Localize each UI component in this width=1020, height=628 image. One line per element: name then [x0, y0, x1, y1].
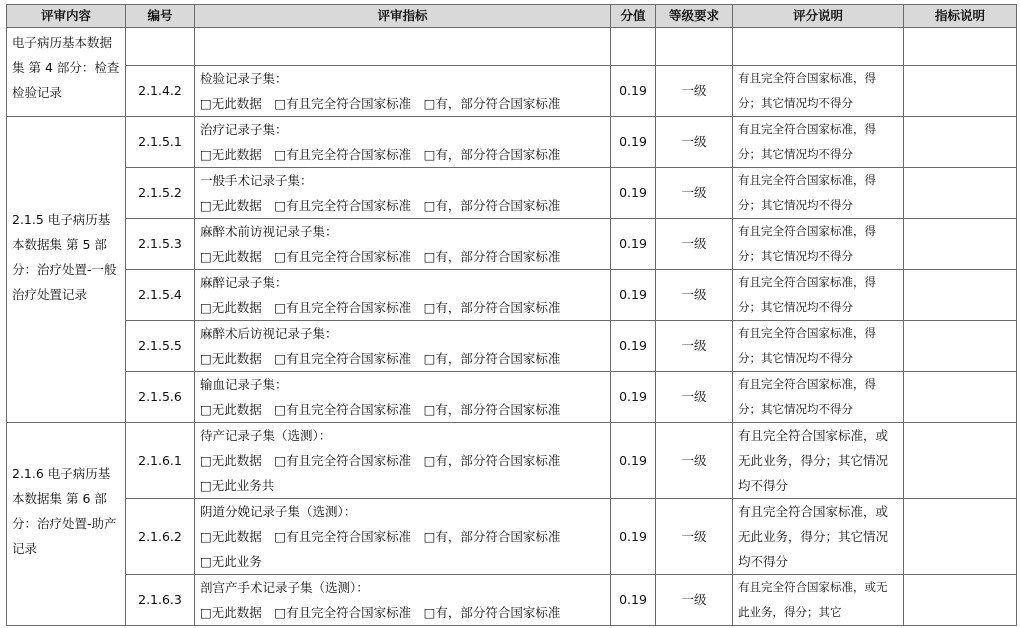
indicator-cell: [195, 372, 611, 423]
indicator-cell: [195, 219, 611, 270]
category-text: 2.1.5 电子病历基本数据集 第 5 部分：治疗处置-一般治疗处置记录: [12, 212, 117, 302]
table-row: [7, 499, 1017, 575]
category-cell: [7, 117, 126, 423]
indicator-cell: [195, 270, 611, 321]
category-cell: 电子病历基本数据集 第 4 部分：检查检验记录: [7, 28, 126, 117]
indicator-cell: [195, 28, 611, 66]
scoring-cell: 有且完全符合国家标准，得分；其它情况均不得分: [733, 66, 904, 117]
code-cell: 2.1.6.2: [126, 499, 195, 575]
evaluation-table: [6, 4, 1017, 626]
indicator-options: □无此数据 □有且完全符合国家标准 □有，部分符合国家标准: [200, 147, 561, 162]
indicator-title: 检验记录子集：: [200, 71, 288, 86]
scoring-cell: 有且完全符合国家标准，或无此业务，得分；其它情况均不得分: [733, 423, 904, 499]
indicator-title: 待产记录子集（选测）：: [200, 428, 332, 443]
code-cell: 2.1.5.4: [126, 270, 195, 321]
indicator-title: 麻醉记录子集：: [200, 275, 288, 290]
table-row: [7, 66, 1017, 117]
indicator-cell: [195, 423, 611, 499]
score-cell: 0.19: [611, 117, 656, 168]
indicator-title: 阴道分娩记录子集（选测）：: [200, 504, 357, 519]
header-scoring: 评分说明: [733, 5, 904, 28]
score-cell: 0.19: [611, 423, 656, 499]
level-cell: 一级: [656, 219, 733, 270]
score-cell: 0.19: [611, 66, 656, 117]
indicator-options: □无此数据 □有且完全符合国家标准 □有，部分符合国家标准: [200, 351, 561, 366]
indicator-options: □无此数据 □有且完全符合国家标准 □有，部分符合国家标准: [200, 96, 561, 111]
indicator-title: 剖宫产手术记录子集（选测）：: [200, 580, 369, 595]
score-cell: 0.19: [611, 372, 656, 423]
indicator-options: □无此数据 □有且完全符合国家标准 □有，部分符合国家标准: [200, 198, 561, 213]
level-cell: 一级: [656, 499, 733, 575]
scoring-cell: 有且完全符合国家标准，或无此业务，得分；其它情况均不得分: [733, 499, 904, 575]
scoring-cell: 有且完全符合国家标准，得分；其它情况均不得分: [733, 168, 904, 219]
scoring-cell: 有且完全符合国家标准，得分；其它情况均不得分: [733, 321, 904, 372]
table-row: [7, 219, 1017, 270]
header-level: 等级要求: [656, 5, 733, 28]
scoring-cell: 有且完全符合国家标准，或无此业务，得分；其它: [733, 575, 904, 626]
table-row: [7, 575, 1017, 626]
scoring-cell: 有且完全符合国家标准，得分；其它情况均不得分: [733, 270, 904, 321]
level-cell: 一级: [656, 372, 733, 423]
code-cell: 2.1.5.5: [126, 321, 195, 372]
desc-cell: [904, 372, 1017, 423]
header-score: 分值: [611, 5, 656, 28]
header-code: 编号: [126, 5, 195, 28]
category-text: 2.1.6 电子病历基本数据集 第 6 部分：治疗处置-助产记录: [12, 466, 117, 556]
code-cell: 2.1.4.2: [126, 66, 195, 117]
level-cell: 一级: [656, 321, 733, 372]
header-content: 评审内容: [7, 5, 126, 28]
category-cell: [7, 423, 126, 626]
scoring-cell: 有且完全符合国家标准，得分；其它情况均不得分: [733, 117, 904, 168]
code-cell: 2.1.5.6: [126, 372, 195, 423]
score-cell: 0.19: [611, 168, 656, 219]
header-desc: 指标说明: [904, 5, 1017, 28]
indicator-cell: [195, 66, 611, 117]
indicator-options: □无此数据 □有且完全符合国家标准 □有，部分符合国家标准: [200, 605, 561, 620]
table-row: [7, 28, 1017, 66]
score-cell: [611, 28, 656, 66]
indicator-options: □无此数据 □有且完全符合国家标准 □有，部分符合国家标准: [200, 249, 561, 264]
scoring-cell: 有且完全符合国家标准，得分；其它情况均不得分: [733, 372, 904, 423]
code-cell: 2.1.5.1: [126, 117, 195, 168]
scoring-cell: [733, 28, 904, 66]
score-cell: 0.19: [611, 321, 656, 372]
indicator-cell: [195, 321, 611, 372]
indicator-title: 一般手术记录子集：: [200, 173, 313, 188]
score-cell: 0.19: [611, 270, 656, 321]
desc-cell: [904, 28, 1017, 66]
desc-cell: [904, 423, 1017, 499]
level-cell: 一级: [656, 66, 733, 117]
level-cell: 一级: [656, 168, 733, 219]
indicator-cell: [195, 575, 611, 626]
level-cell: 一级: [656, 270, 733, 321]
indicator-cell: [195, 117, 611, 168]
indicator-title: 麻醉术前访视记录子集：: [200, 224, 338, 239]
indicator-options: □无此数据 □有且完全符合国家标准 □有，部分符合国家标准: [200, 402, 561, 417]
code-cell: [126, 28, 195, 66]
desc-cell: [904, 321, 1017, 372]
table-row: [7, 168, 1017, 219]
level-cell: 一级: [656, 423, 733, 499]
score-cell: 0.19: [611, 219, 656, 270]
indicator-cell: [195, 499, 611, 575]
table-row: [7, 270, 1017, 321]
code-cell: 2.1.6.3: [126, 575, 195, 626]
indicator-options: □无此数据 □有且完全符合国家标准 □有，部分符合国家标准: [200, 529, 561, 544]
desc-cell: [904, 168, 1017, 219]
code-cell: 2.1.5.2: [126, 168, 195, 219]
desc-cell: [904, 575, 1017, 626]
indicator-cell: [195, 168, 611, 219]
desc-cell: [904, 219, 1017, 270]
desc-cell: [904, 499, 1017, 575]
header-row: [7, 5, 1017, 28]
indicator-options: □无此数据 □有且完全符合国家标准 □有，部分符合国家标准: [200, 300, 561, 315]
indicator-title: 输血记录子集：: [200, 377, 288, 392]
level-cell: 一级: [656, 117, 733, 168]
scoring-cell: 有且完全符合国家标准，得分；其它情况均不得分: [733, 219, 904, 270]
indicator-title: 麻醉术后访视记录子集：: [200, 326, 338, 341]
desc-cell: [904, 270, 1017, 321]
table-row: [7, 423, 1017, 499]
indicator-options: □无此数据 □有且完全符合国家标准 □有，部分符合国家标准: [200, 453, 561, 468]
indicator-extra: □无此业务: [200, 554, 262, 569]
indicator-extra: □无此业务共: [200, 478, 275, 493]
level-cell: 一级: [656, 575, 733, 626]
table-row: [7, 321, 1017, 372]
code-cell: 2.1.5.3: [126, 219, 195, 270]
table-row: [7, 117, 1017, 168]
table-row: [7, 372, 1017, 423]
code-cell: 2.1.6.1: [126, 423, 195, 499]
desc-cell: [904, 117, 1017, 168]
score-cell: 0.19: [611, 499, 656, 575]
score-cell: 0.19: [611, 575, 656, 626]
level-cell: [656, 28, 733, 66]
desc-cell: [904, 66, 1017, 117]
indicator-title: 治疗记录子集：: [200, 122, 288, 137]
header-indicator: 评审指标: [195, 5, 611, 28]
